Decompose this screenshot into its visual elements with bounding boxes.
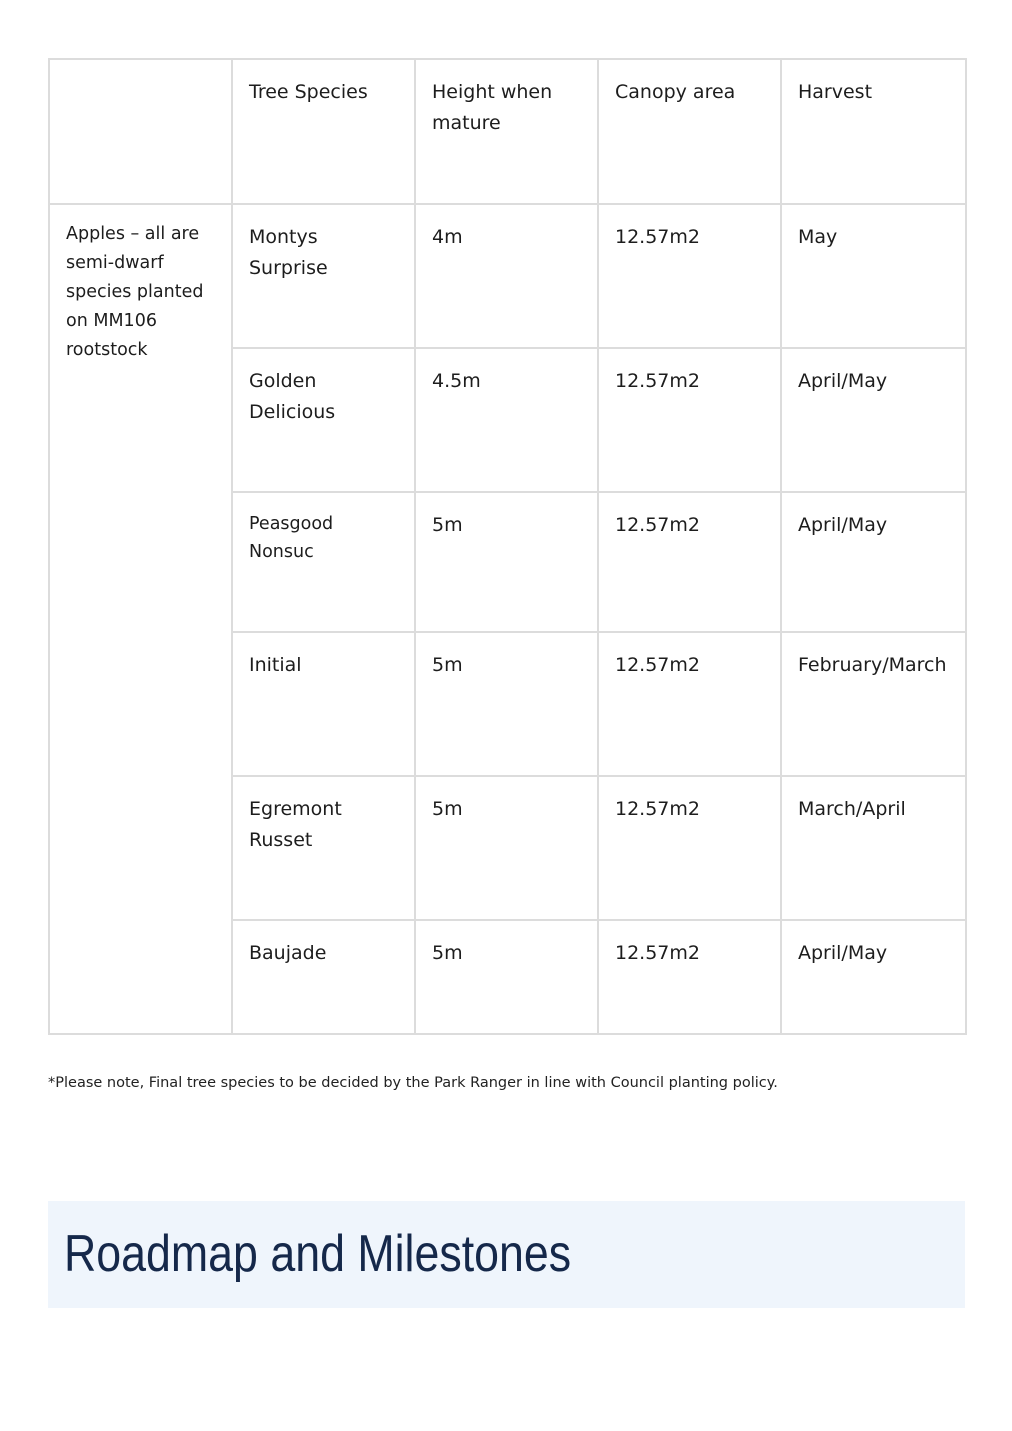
header-cell-height: Height when mature [415, 59, 598, 204]
height-cell: 5m [415, 920, 598, 1034]
header-cell-harvest: Harvest [781, 59, 966, 204]
height-cell: 4m [415, 204, 598, 348]
table-header-row [49, 59, 966, 204]
species-cell: Egremont Russet [232, 776, 415, 920]
canopy-cell: 12.57m2 [598, 776, 781, 920]
canopy-cell: 12.57m2 [598, 920, 781, 1034]
height-cell: 4.5m [415, 348, 598, 492]
header-cell-empty [49, 59, 232, 204]
species-cell: Montys Surprise [232, 204, 415, 348]
species-cell: Golden Delicious [232, 348, 415, 492]
header-cell-canopy: Canopy area [598, 59, 781, 204]
species-cell: Peasgood Nonsuc [232, 492, 415, 632]
height-cell: 5m [415, 632, 598, 776]
height-cell: 5m [415, 492, 598, 632]
harvest-cell: May [781, 204, 966, 348]
harvest-cell: April/May [781, 920, 966, 1034]
tree-species-table [48, 58, 967, 1035]
harvest-cell: April/May [781, 348, 966, 492]
harvest-cell: February/March [781, 632, 966, 776]
species-cell: Initial [232, 632, 415, 776]
canopy-cell: 12.57m2 [598, 348, 781, 492]
canopy-cell: 12.57m2 [598, 492, 781, 632]
canopy-cell: 12.57m2 [598, 204, 781, 348]
height-cell: 5m [415, 776, 598, 920]
section-title: Roadmap and Milestones [64, 1225, 572, 1283]
table-row [49, 204, 966, 348]
section-banner [48, 1201, 965, 1308]
harvest-cell: March/April [781, 776, 966, 920]
canopy-cell: 12.57m2 [598, 632, 781, 776]
species-cell: Baujade [232, 920, 415, 1034]
header-cell-species: Tree Species [232, 59, 415, 204]
harvest-cell: April/May [781, 492, 966, 632]
group-label-cell: Apples – all are semi-dwarf species planted on MM106 rootstock [49, 204, 232, 1034]
planting-policy-note: *Please note, Final tree species to be decided by the Park Ranger in line with Council planting policy. [48, 1074, 778, 1091]
